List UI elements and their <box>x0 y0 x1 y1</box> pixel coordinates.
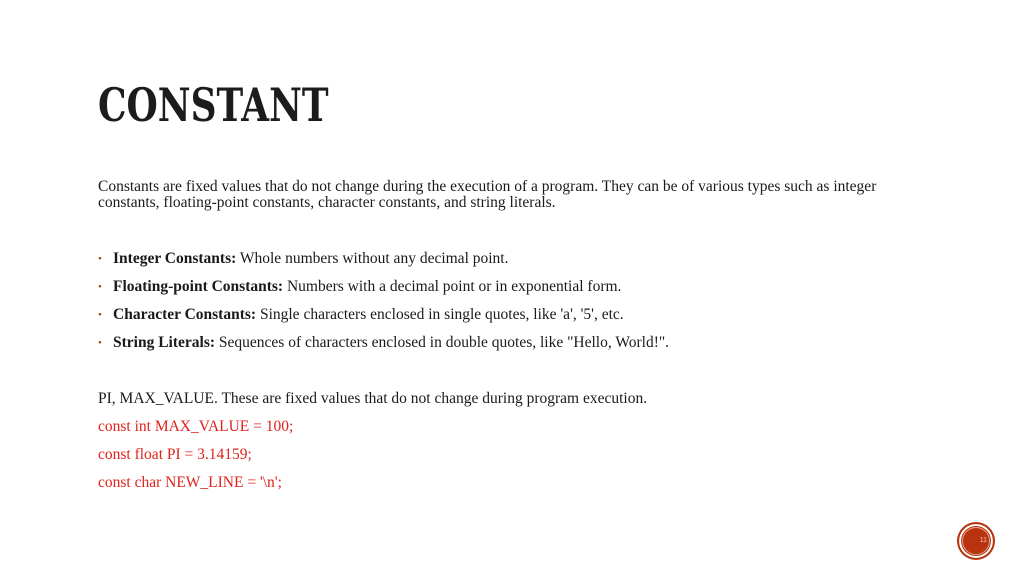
slide-title: CONSTANT <box>98 78 329 132</box>
bullet-term: Integer Constants: <box>113 250 237 267</box>
list-item <box>98 276 669 304</box>
bullet-text: Whole numbers without any decimal point. <box>236 250 509 267</box>
example-text: PI, MAX_VALUE. These are fixed values that do not change during program execution. <box>98 390 648 407</box>
list-item <box>98 304 669 332</box>
slide-number-badge <box>958 523 994 559</box>
code-line: const char NEW_LINE = '\n'; <box>98 474 282 491</box>
bullet-text: Single characters enclosed in single quotes, like 'a', '5', etc. <box>256 306 624 323</box>
list-item <box>98 248 669 276</box>
bullet-text: Sequences of characters enclosed in double quotes, like "Hello, World!". <box>215 334 670 351</box>
bullet-icon: • <box>98 309 102 321</box>
code-line: const float PI = 3.14159; <box>98 446 252 463</box>
intro-paragraph: Constants are fixed values that do not change during the execution of a program. They can be of various types such as integer constants, floating-point constants, character constants, and string literals. <box>98 178 877 211</box>
list-item <box>98 332 669 360</box>
slide-number: 11 <box>962 527 990 555</box>
bullet-term: Character Constants: <box>113 306 257 323</box>
bullet-icon: • <box>98 253 102 265</box>
code-line: const int MAX_VALUE = 100; <box>98 418 294 435</box>
example-block <box>98 388 647 500</box>
bullet-term: Floating-point Constants: <box>113 278 284 295</box>
bullet-icon: • <box>98 337 102 349</box>
bullet-icon: • <box>98 281 102 293</box>
bullet-term: String Literals: <box>113 334 216 351</box>
bullet-list <box>98 248 669 360</box>
bullet-text: Numbers with a decimal point or in exponential form. <box>283 278 622 295</box>
